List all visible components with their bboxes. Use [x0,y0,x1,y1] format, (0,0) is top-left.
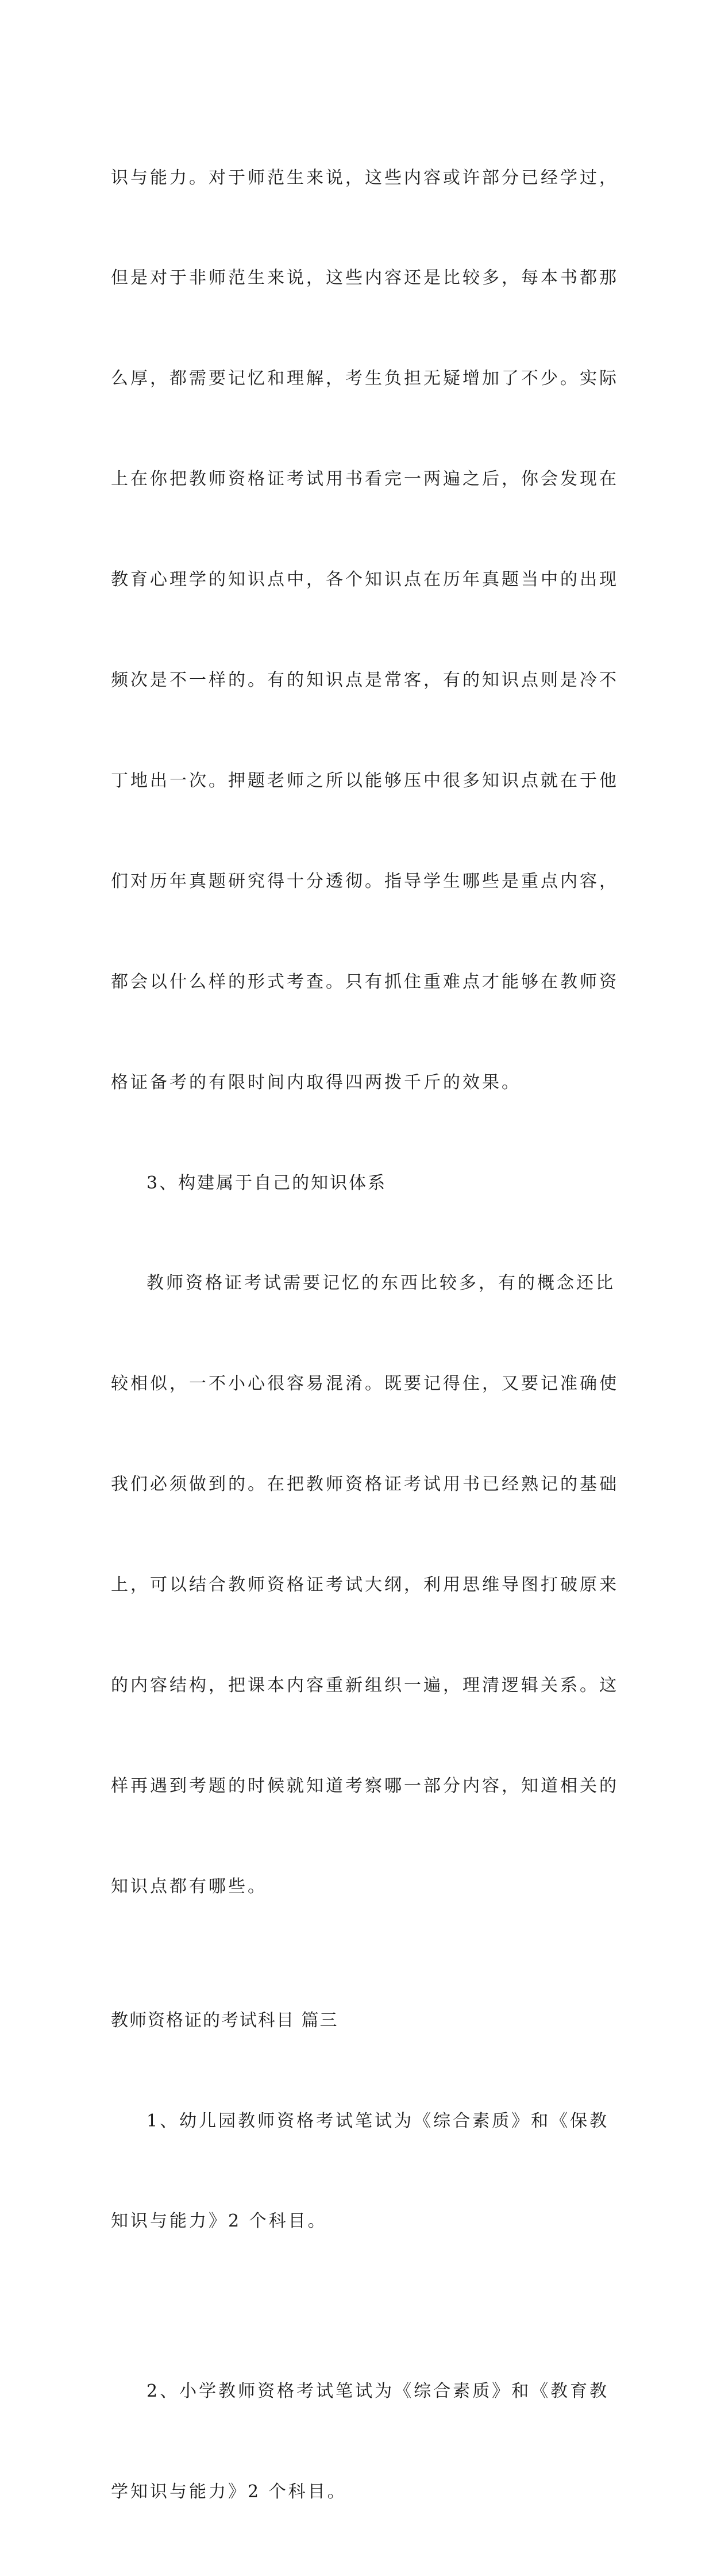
text-line: 样再遇到考题的时候就知道考察哪一部分内容，知道相关的 [111,1775,619,1796]
text-line: 丁地出一次。押题老师之所以能够压中很多知识点就在于他 [111,770,619,791]
section-spacer [111,1971,606,2004]
text-line: 教育心理学的知识点中，各个知识点在历年真题当中的出现 [111,570,619,590]
list-item-kindergarten [111,2037,610,2305]
text-line: 较相似，一不小心很容易混淆。既要记得住，又要记准确使 [111,1374,619,1394]
text-line: 频次是不一样的。有的知识点是常客，有的知识点则是冷不 [111,670,619,691]
text-line: 知识点都有哪些。 [111,1876,267,1897]
subheading-knowledge-system: 3、构建属于自己的知识体系 [147,1172,387,1193]
text-line: 但是对于非师范生来说，这些内容还是比较多，每本书都那 [111,268,619,289]
text-line: 上在你把教师资格证考试用书看完一两遍之后，你会发现在 [111,469,619,490]
text-line: 识与能力。对于师范生来说，这些内容或许部分已经学过， [111,167,619,188]
text-line: 都会以什么样的形式考查。只有抓住重难点才能够在教师资 [111,971,619,992]
document-page [111,94,619,2576]
text-line: 么厚，都需要记忆和理解，考生负担无疑增加了不少。实际 [111,368,619,389]
text-line: 教师资格证考试需要记忆的东西比较多，有的概念还比 [147,1273,615,1294]
text-line: 2、小学教师资格考试笔试为《综合素质》和《教育教 [147,2381,610,2401]
text-line: 们对历年真题研究得十分透彻。指导学生哪些是重点内容， [111,871,619,891]
text-line: 上，可以结合教师资格证考试大纲，利用思维导图打破原来 [111,1575,619,1595]
list-item-primary-school [111,2308,610,2575]
paragraph-knowledge-system [111,1200,619,1971]
text-line: 知识与能力》2 个科目。 [111,2211,327,2232]
paragraph-knowledge-points [111,94,619,1167]
text-line: 1、幼儿园教师资格考试笔试为《综合素质》和《保教 [147,2110,610,2131]
text-line: 学知识与能力》2 个科目。 [111,2481,347,2502]
text-line: 的内容结构，把课本内容重新组织一遍，理清逻辑关系。这 [111,1675,619,1695]
section-title: 教师资格证的考试科目 篇三 [111,2010,338,2031]
text-line: 格证备考的有限时间内取得四两拨千斤的效果。 [111,1072,521,1093]
text-line: 我们必须做到的。在把教师资格证考试用书已经熟记的基础 [111,1474,619,1495]
